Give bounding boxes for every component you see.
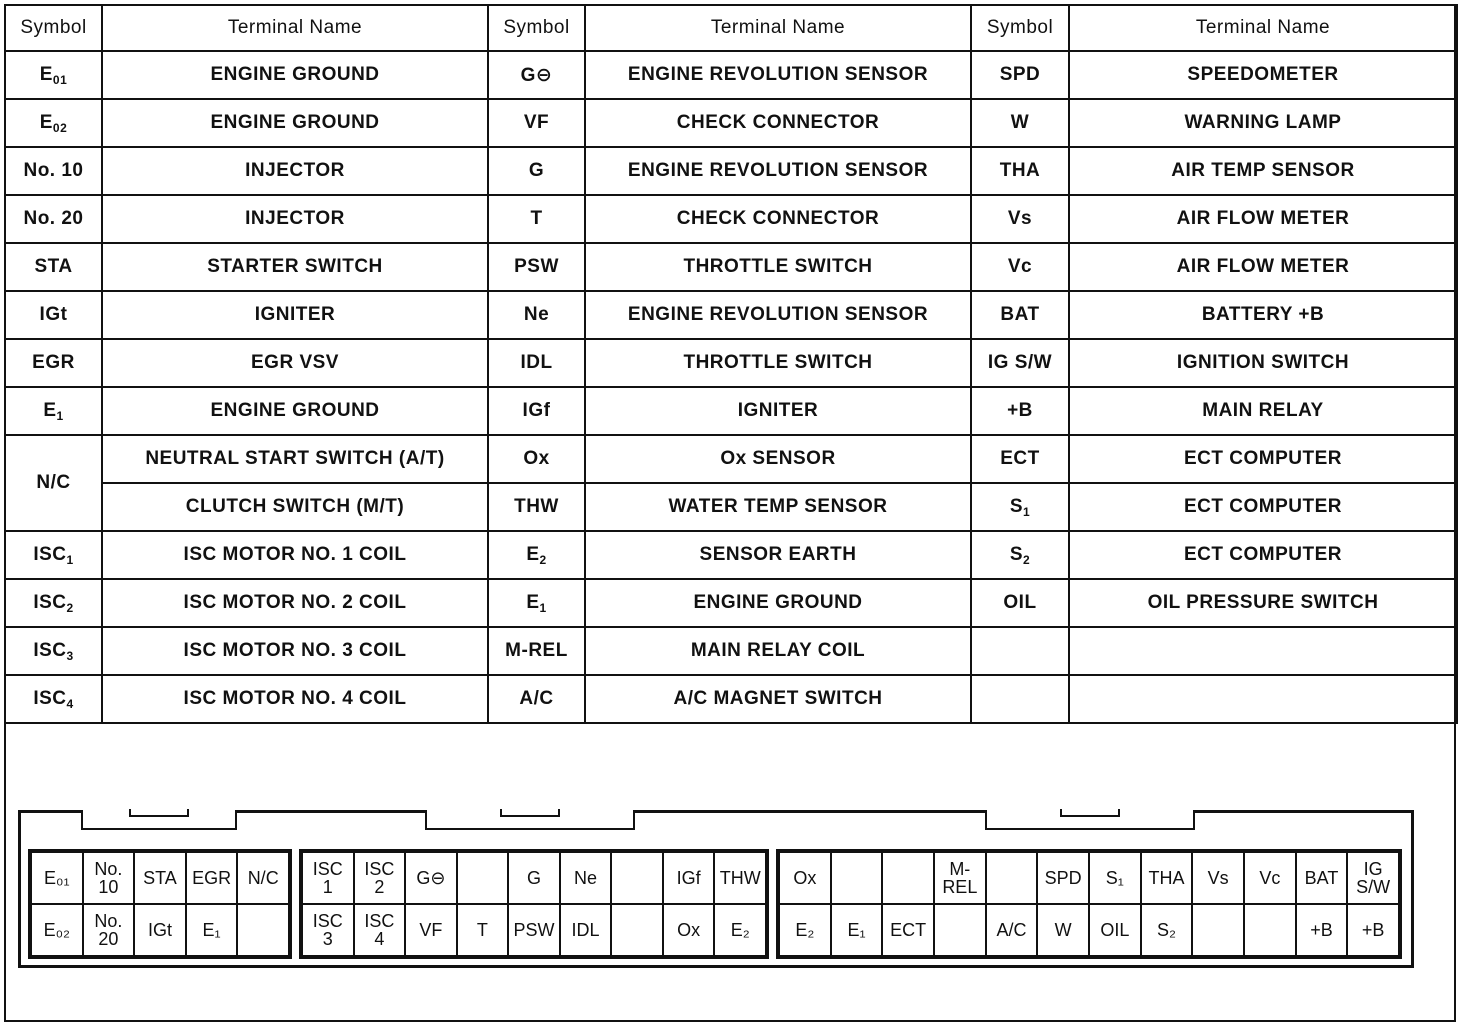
connector-pin: EGR (186, 852, 238, 904)
terminal-symbol: $E_1$ (488, 579, 585, 627)
connector-pin: STA (134, 852, 186, 904)
table-row (5, 435, 1457, 483)
terminal-name: AIR FLOW METER (1069, 243, 1457, 291)
terminal-symbol: VF (488, 99, 585, 147)
connector-pin: IG S/W (1347, 852, 1399, 904)
terminal-symbol: W (971, 99, 1069, 147)
terminal-symbol: ECT (971, 435, 1069, 483)
terminal-name: ENGINE REVOLUTION SENSOR (585, 51, 971, 99)
terminal-symbol (971, 675, 1069, 723)
table-row (5, 627, 1457, 675)
terminal-name: AIR FLOW METER (1069, 195, 1457, 243)
terminal-name: EGR VSV (102, 339, 488, 387)
terminal-symbol: $E_{02}$ (5, 99, 102, 147)
terminal-name: THROTTLE SWITCH (585, 243, 971, 291)
terminal-symbol: BAT (971, 291, 1069, 339)
connector-pin: VF (405, 904, 457, 956)
connector-pin: SPD (1037, 852, 1089, 904)
terminal-symbol: $S_2$ (971, 531, 1069, 579)
terminal-symbol: IG S/W (971, 339, 1069, 387)
terminal-symbol: THA (971, 147, 1069, 195)
terminal-symbol: EGR (5, 339, 102, 387)
terminal-symbol: $E_1$ (5, 387, 102, 435)
terminal-name: WATER TEMP SENSOR (585, 483, 971, 531)
terminal-name: THROTTLE SWITCH (585, 339, 971, 387)
terminal-symbol: THW (488, 483, 585, 531)
table-row (5, 531, 1457, 579)
connector-pin: ISC 2 (354, 852, 406, 904)
terminal-name: ENGINE GROUND (585, 579, 971, 627)
table-row (5, 51, 1457, 99)
connector-pin (237, 904, 289, 956)
connector-pin (882, 852, 934, 904)
terminal-name: ENGINE GROUND (102, 51, 488, 99)
terminal-symbol: G (488, 147, 585, 195)
terminal-name (1069, 627, 1457, 675)
terminal-name: ISC MOTOR NO. 1 COIL (102, 531, 488, 579)
terminal-symbol: No. 10 (5, 147, 102, 195)
terminal-symbol (971, 627, 1069, 675)
connector-block-3 (776, 849, 1402, 959)
terminal-symbol: PSW (488, 243, 585, 291)
connector-key-tab (425, 810, 635, 830)
table-row (5, 291, 1457, 339)
terminal-name: MAIN RELAY COIL (585, 627, 971, 675)
terminal-symbol: No. 20 (5, 195, 102, 243)
connector-pin: ISC 4 (354, 904, 406, 956)
terminal-name (1069, 675, 1457, 723)
terminal-symbol: +B (971, 387, 1069, 435)
connector-pin (1244, 904, 1296, 956)
connector-pin (934, 904, 986, 956)
connector-pin: ISC 1 (302, 852, 354, 904)
terminal-symbol: IGf (488, 387, 585, 435)
connector-pin: Ox (779, 852, 831, 904)
terminal-name: ISC MOTOR NO. 3 COIL (102, 627, 488, 675)
terminal-name: IGNITER (102, 291, 488, 339)
ecu-connector-diagram (18, 810, 1414, 968)
connector-pin: M- REL (934, 852, 986, 904)
connector-pin: THW (714, 852, 766, 904)
terminal-symbol: A/C (488, 675, 585, 723)
connector-pin: E₁ (186, 904, 238, 956)
terminal-name: ISC MOTOR NO. 2 COIL (102, 579, 488, 627)
connector-pin: G⊖ (405, 852, 457, 904)
terminal-symbol: G⊖ (488, 51, 585, 99)
connector-pin: E₀₂ (31, 904, 83, 956)
connector-pin: A/C (986, 904, 1038, 956)
terminal-name: CLUTCH SWITCH (M/T) (102, 483, 488, 531)
terminal-symbol: IGt (5, 291, 102, 339)
connector-block-1 (28, 849, 292, 959)
connector-block-2 (299, 849, 769, 959)
terminal-symbol: N/C (5, 435, 102, 531)
connector-pin: ISC 3 (302, 904, 354, 956)
connector-pin: Vs (1192, 852, 1244, 904)
terminal-name: SENSOR EARTH (585, 531, 971, 579)
terminal-name: ECT COMPUTER (1069, 435, 1457, 483)
table-row (5, 243, 1457, 291)
connector-pin: +B (1296, 904, 1348, 956)
terminal-symbol: OIL (971, 579, 1069, 627)
connector-pin: Ne (560, 852, 612, 904)
connector-pin: IGt (134, 904, 186, 956)
table-row (5, 579, 1457, 627)
connector-pin (986, 852, 1038, 904)
header-terminal-name: Terminal Name (102, 5, 488, 51)
terminal-name: Ox SENSOR (585, 435, 971, 483)
header-symbol: Symbol (971, 5, 1069, 51)
connector-pin: E₁ (831, 904, 883, 956)
connector-pin: E₂ (714, 904, 766, 956)
terminal-name: SPEEDOMETER (1069, 51, 1457, 99)
connector-pin: No. 20 (83, 904, 135, 956)
connector-pin: G (508, 852, 560, 904)
terminal-name: NEUTRAL START SWITCH (A/T) (102, 435, 488, 483)
terminal-symbol: $ISC_2$ (5, 579, 102, 627)
terminal-symbol: $E_2$ (488, 531, 585, 579)
terminal-symbol: STA (5, 243, 102, 291)
terminal-name: BATTERY +B (1069, 291, 1457, 339)
terminal-name: CHECK CONNECTOR (585, 195, 971, 243)
terminal-name: AIR TEMP SENSOR (1069, 147, 1457, 195)
terminal-symbol: $ISC_4$ (5, 675, 102, 723)
connector-pin: +B (1347, 904, 1399, 956)
terminal-symbol: $E_{01}$ (5, 51, 102, 99)
connector-pin: S₁ (1089, 852, 1141, 904)
connector-pin: No. 10 (83, 852, 135, 904)
connector-pin: IDL (560, 904, 612, 956)
connector-pin: Ox (663, 904, 715, 956)
connector-pin: E₀₁ (31, 852, 83, 904)
terminal-name: ENGINE GROUND (102, 99, 488, 147)
connector-pin (457, 852, 509, 904)
terminal-symbol: $S_1$ (971, 483, 1069, 531)
terminal-symbol: SPD (971, 51, 1069, 99)
terminal-name: ECT COMPUTER (1069, 483, 1457, 531)
terminal-symbol: T (488, 195, 585, 243)
header-terminal-name: Terminal Name (585, 5, 971, 51)
connector-pin: THA (1141, 852, 1193, 904)
connector-pin (831, 852, 883, 904)
terminal-symbol: Ne (488, 291, 585, 339)
terminal-name: A/C MAGNET SWITCH (585, 675, 971, 723)
connector-pin (611, 852, 663, 904)
terminal-name: MAIN RELAY (1069, 387, 1457, 435)
terminal-symbol: $ISC_3$ (5, 627, 102, 675)
table-row (5, 339, 1457, 387)
terminal-symbol: $ISC_1$ (5, 531, 102, 579)
connector-pin (611, 904, 663, 956)
connector-pin: Vc (1244, 852, 1296, 904)
table-row (5, 195, 1457, 243)
header-symbol: Symbol (488, 5, 585, 51)
connector-key-tab (985, 810, 1195, 830)
terminal-name: IGNITION SWITCH (1069, 339, 1457, 387)
table-row (5, 147, 1457, 195)
header-symbol: Symbol (5, 5, 102, 51)
terminal-table (4, 4, 1458, 724)
terminal-symbol: Vs (971, 195, 1069, 243)
connector-pin: E₂ (779, 904, 831, 956)
terminal-name: INJECTOR (102, 195, 488, 243)
connector-pin: PSW (508, 904, 560, 956)
terminal-name: ISC MOTOR NO. 4 COIL (102, 675, 488, 723)
connector-pin: ECT (882, 904, 934, 956)
connector-pin: T (457, 904, 509, 956)
terminal-name: IGNITER (585, 387, 971, 435)
terminal-name: INJECTOR (102, 147, 488, 195)
terminal-name: ENGINE GROUND (102, 387, 488, 435)
connector-pin: IGf (663, 852, 715, 904)
terminal-name: STARTER SWITCH (102, 243, 488, 291)
terminal-name: ENGINE REVOLUTION SENSOR (585, 147, 971, 195)
terminal-symbol: Ox (488, 435, 585, 483)
table-row (5, 483, 1457, 531)
connector-pin (1192, 904, 1244, 956)
connector-pin: W (1037, 904, 1089, 956)
connector-pin: N/C (237, 852, 289, 904)
header-terminal-name: Terminal Name (1069, 5, 1457, 51)
terminal-symbol: IDL (488, 339, 585, 387)
connector-pin: S₂ (1141, 904, 1193, 956)
connector-pin: BAT (1296, 852, 1348, 904)
table-row (5, 675, 1457, 723)
terminal-name: OIL PRESSURE SWITCH (1069, 579, 1457, 627)
table-row (5, 99, 1457, 147)
terminal-name: WARNING LAMP (1069, 99, 1457, 147)
terminal-name: ECT COMPUTER (1069, 531, 1457, 579)
terminal-name: ENGINE REVOLUTION SENSOR (585, 291, 971, 339)
terminal-name: CHECK CONNECTOR (585, 99, 971, 147)
terminal-symbol: Vc (971, 243, 1069, 291)
terminal-symbol: M-REL (488, 627, 585, 675)
connector-key-tab (81, 810, 237, 830)
table-row (5, 387, 1457, 435)
connector-pin: OIL (1089, 904, 1141, 956)
